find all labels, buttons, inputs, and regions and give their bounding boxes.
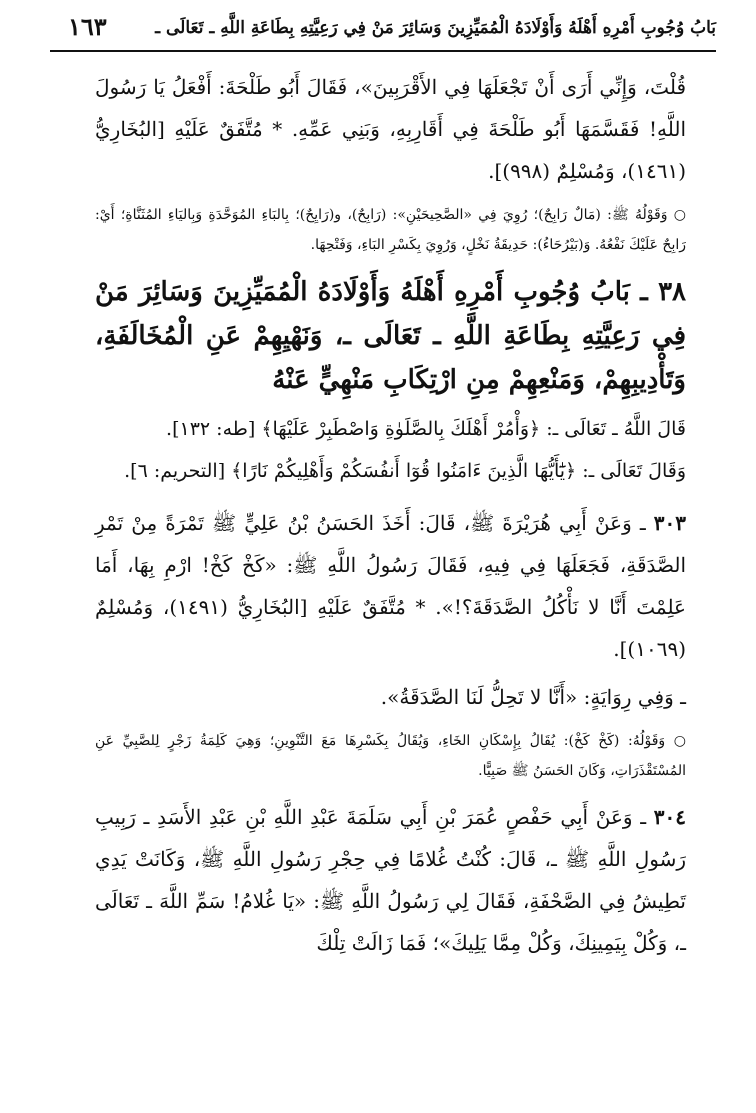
hadith-paragraph: [95, 796, 686, 964]
footnote-explanation: ○ وَقَوْلُهُ ﷺ: (مَالٌ رَابِحٌ)؛ رُوِيَ فِي «الصَّحِيحَيْنِ»: (رَابِحٌ)، و(رَايِحٌ)؛ بِالبَاءِ المُوَحَّدَةِ وَبِاليَاءِ المُثَنَّاةِ؛ أَيْ: رَابِحٌ عَلَيْكَ نَفْعُهُ. وَ(بَيْرُحَاءُ): حَدِيقَةُ نَخْلٍ، وَرُوِيَ بِكَسْرِ البَاءِ، وَفَتْحِهَا.: [95, 207, 686, 253]
hadith-text: ـ وَعَنْ أَبِي هُرَيْرَةَ ﷺ، قَالَ: أَخَذَ الحَسَنُ بْنُ عَلِيٍّ ﷺ تَمْرَةً مِنْ تَمْرِ الصَّدَقَةِ، فَجَعَلَهَا فِي فِيهِ، فَقَالَ رَسُولُ اللَّهِ ﷺ: «كَخْ كَخْ! ارْمِ بِهَا، أَمَا عَلِمْتَ أَنَّا لا نَأْكُلُ الصَّدَقَةَ؟!». * مُتَّفَقٌ عَلَيْهِ [البُخَارِيُّ (١٤٩١)، وَمُسْلِمٌ (١٠٦٩)].: [95, 511, 686, 661]
chapter-heading: ٣٨ ـ بَابُ وُجُوبِ أَمْرِهِ أَهْلَهُ وَأَوْلَادَهُ الْمُمَيِّزِينَ وَسَائِرَ مَنْ فِي رَعِيَّتِهِ بِطَاعَةِ اللَّهِ ـ تَعَالَى ـ، وَنَهْيِهِمْ عَنِ الْمُخَالَفَةِ، وَتَأْدِيبِهِمْ، وَمَنْعِهِمْ مِنِ ارْتِكَابِ مَنْهِيٍّ عَنْهُ: [95, 277, 686, 395]
quran-verse: وَقَالَ تَعَالَى ـ: ﴿يَٰٓأَيُّهَا الَّذِينَ ءَامَنُوا قُوٓا أَنفُسَكُمْ وَأَهْلِيكُمْ نَارًا﴾ [التحريم: ٦].: [124, 460, 686, 482]
running-title: بَابُ وُجُوبِ أَمْرِهِ أَهْلَهُ وَأَوْلَادَهُ الْمُمَيِّزِينَ وَسَائِرَ مَنْ فِي رَعِيَّتِهِ بِطَاعَةِ اللَّهِ ـ تَعَالَى ـ: [155, 18, 716, 38]
page-header: [50, 6, 716, 52]
narration-variant: ـ وَفِي رِوَايَةٍ: «أَنَّا لا تَحِلُّ لَنَا الصَّدَقَةُ».: [380, 685, 686, 709]
quran-verse: قَالَ اللَّهُ ـ تَعَالَى ـ: ﴿وَأْمُرْ أَهْلَكَ بِالصَّلَوٰةِ وَاصْطَبِرْ عَلَيْهَا﴾ [طه: ١٣٢].: [166, 418, 686, 440]
hadith-paragraph: [95, 502, 686, 670]
hadith-number: ٣٠٣: [653, 511, 686, 535]
footnote-explanation: ○ وَقَوْلُهُ: (كَخْ كَخْ): يُقَالُ بِإِسْكَانِ الخَاءِ، وَيُقَالُ بِكَسْرِهَا مَعَ التَّنْوِينِ؛ وَهِيَ كَلِمَةُ زَجْرٍ لِلصَّبِيِّ عَنِ المُسْتَقْذَرَاتِ، وَكَانَ الحَسَنُ ﷺ صَبِيًّا.: [95, 733, 686, 779]
page-body: [95, 66, 686, 970]
hadith-number: ٣٠٤: [653, 805, 686, 829]
page-number: ١٦٣: [68, 12, 107, 41]
paragraph-continuation: قُلْتَ، وَإِنِّي أَرَى أَنْ تَجْعَلَهَا فِي الأَقْرَبِينَ»، فَقَالَ أَبُو طَلْحَةَ: أَفْعَلُ يَا رَسُولَ اللَّهِ! فَقَسَّمَهَا أَبُو طَلْحَةَ فِي أَقَارِبِهِ، وَبَنِي عَمِّهِ. * مُتَّفَقٌ عَلَيْهِ [البُخَارِيُّ (١٤٦١)، وَمُسْلِمٌ (٩٩٨)].: [95, 75, 686, 183]
hadith-text: ـ وَعَنْ أَبِي حَفْصٍ عُمَرَ بْنِ أَبِي سَلَمَةَ عَبْدِ اللَّهِ بْنِ عَبْدِ الأَسَدِ ـ رَبِيبِ رَسُولِ اللَّهِ ﷺ ـ، قَالَ: كُنْتُ غُلامًا فِي حِجْرِ رَسُولِ اللَّهِ ﷺ، وَكَانَتْ يَدِي تَطِيشُ فِي الصَّحْفَةِ، فَقَالَ لِي رَسُولُ اللَّهِ ﷺ: «يَا غُلامُ! سَمِّ اللَّهَ ـ تَعَالَى ـ، وَكُلْ بِيَمِينِكَ، وَكُلْ مِمَّا يَلِيكَ»؛ فَمَا زَالَتْ تِلْكَ: [95, 805, 686, 955]
